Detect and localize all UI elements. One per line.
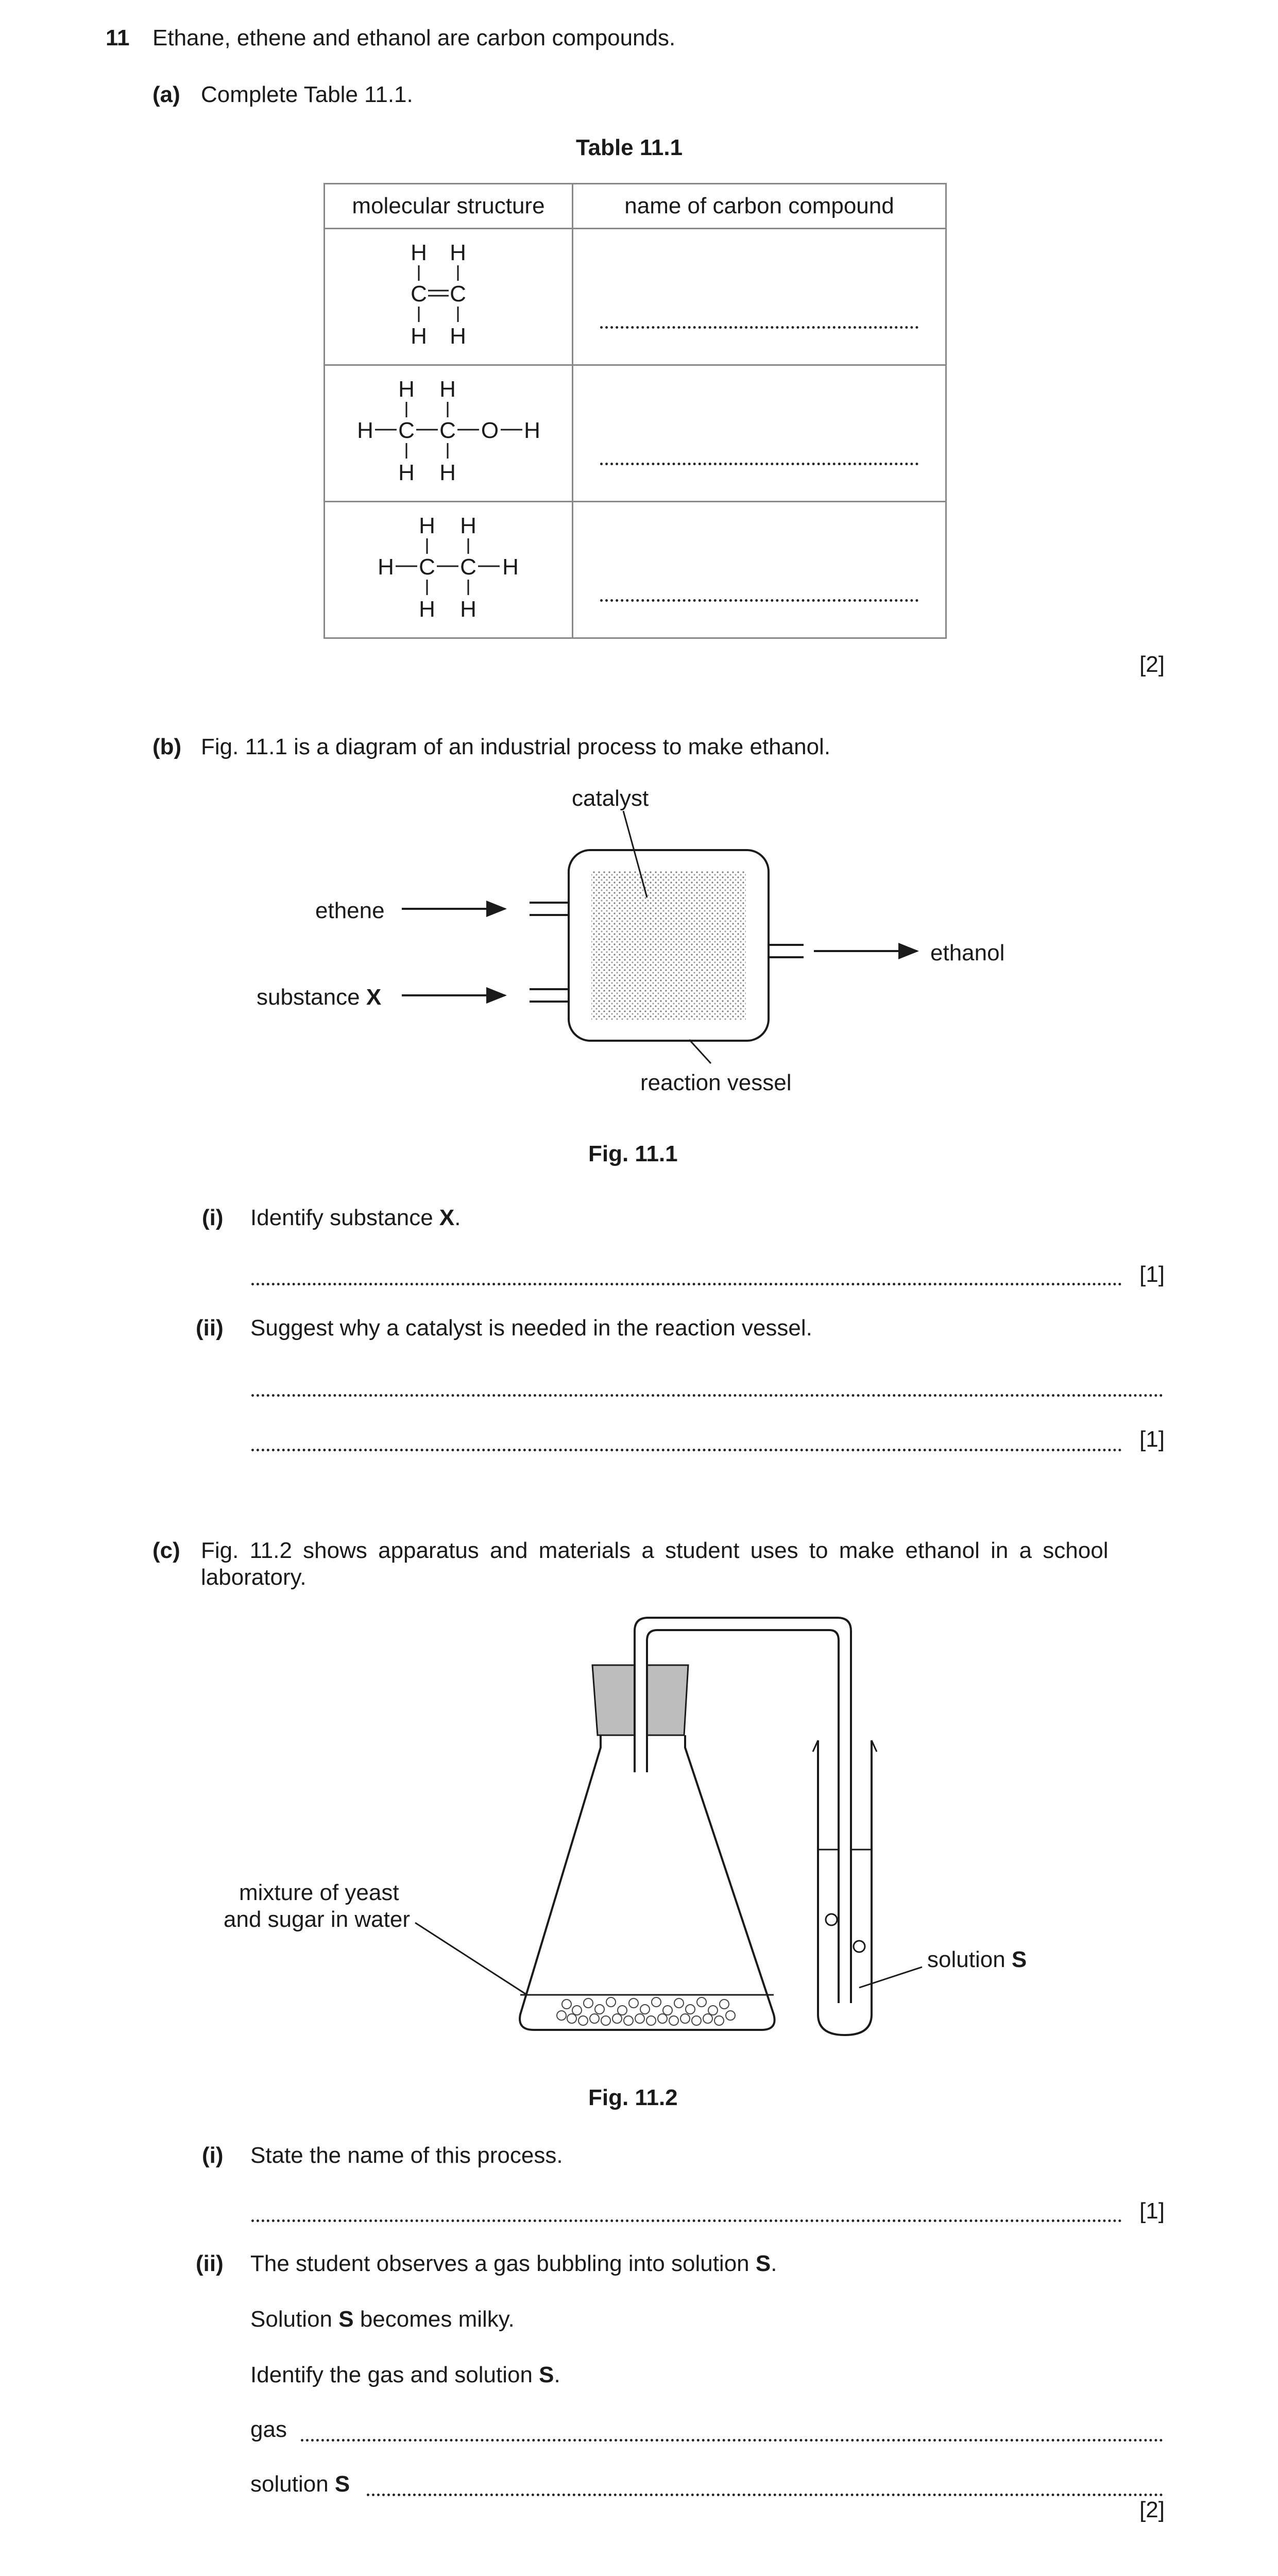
mixture-label-line2: and sugar in water xyxy=(224,1907,410,1932)
part-b-ii-text: Suggest why a catalyst is needed in the reaction vessel. xyxy=(250,1315,812,1341)
svg-text:H: H xyxy=(439,377,456,402)
part-c-intro-line2: laboratory. xyxy=(201,1565,306,1590)
table-title: Table 11.1 xyxy=(576,135,683,160)
q-bold: S xyxy=(338,2307,354,2332)
part-b-ii-marks: [1] xyxy=(1139,1427,1165,1452)
part-b-i-marks: [1] xyxy=(1139,1262,1165,1287)
q-text: Identify substance xyxy=(250,1205,439,1230)
svg-text:H: H xyxy=(460,597,476,622)
gas-label: gas xyxy=(250,2417,287,2442)
solution-text: solution xyxy=(927,1947,1012,1972)
svg-text:H: H xyxy=(411,324,427,349)
svg-text:C: C xyxy=(398,418,415,443)
svg-text:H: H xyxy=(460,513,476,538)
svg-text:H: H xyxy=(411,240,427,265)
ethanol-output-label: ethanol xyxy=(930,940,1005,965)
reaction-vessel-label: reaction vessel xyxy=(640,1070,792,1095)
part-c-ii-label: (ii) xyxy=(196,2251,224,2276)
fig-11-1-caption: Fig. 11.1 xyxy=(588,1141,678,1166)
part-a-marks: [2] xyxy=(1139,652,1165,677)
svg-text:H: H xyxy=(450,324,466,349)
part-c-ii-marks: [2] xyxy=(1139,2497,1165,2522)
svg-text:O: O xyxy=(481,418,499,443)
svg-text:H: H xyxy=(378,554,394,580)
q-suffix: becomes milky. xyxy=(353,2307,515,2332)
svg-text:H: H xyxy=(450,240,466,265)
svg-text:C: C xyxy=(439,418,456,443)
part-b-intro: Fig. 11.1 is a diagram of an industrial process to make ethanol. xyxy=(201,734,831,759)
ethene-label: ethene xyxy=(315,898,385,923)
solution-s-letter: S xyxy=(1011,1947,1027,1972)
mixture-label-line1: mixture of yeast xyxy=(239,1880,399,1905)
svg-text:H: H xyxy=(439,460,456,485)
q-text: solution xyxy=(250,2471,335,2497)
part-c-i-text: State the name of this process. xyxy=(250,2143,563,2168)
part-b-i-label: (i) xyxy=(202,1205,224,1230)
q-text: Identify the gas and solution xyxy=(250,2362,539,2387)
q-bold: S xyxy=(755,2251,771,2276)
svg-text:H: H xyxy=(502,554,519,580)
part-a-instruction: Complete Table 11.1. xyxy=(201,82,413,107)
part-b-ii-label: (ii) xyxy=(196,1315,224,1341)
part-c-i-label: (i) xyxy=(202,2143,224,2168)
svg-text:C: C xyxy=(411,281,427,307)
fig-11-2-caption: Fig. 11.2 xyxy=(588,2085,678,2110)
svg-text:H: H xyxy=(419,513,435,538)
substance-x-letter: X xyxy=(366,985,382,1010)
q-bold: S xyxy=(334,2471,350,2497)
q-text: The student observes a gas bubbling into solution xyxy=(250,2251,756,2276)
q-bold: S xyxy=(539,2362,554,2387)
part-c-intro-line1: Fig. 11.2 shows apparatus and materials a student uses to make ethanol in a school xyxy=(201,1538,1109,1563)
q-suffix: . xyxy=(454,1205,461,1230)
question-intro: Ethane, ethene and ethanol are carbon compounds. xyxy=(152,25,676,50)
q-text: Solution xyxy=(250,2307,339,2332)
catalyst-label: catalyst xyxy=(572,786,649,811)
part-a-label: (a) xyxy=(152,82,180,107)
header-compound-name: name of carbon compound xyxy=(573,184,946,229)
svg-text:H: H xyxy=(524,418,540,443)
part-c-label: (c) xyxy=(152,1538,180,1563)
svg-text:C: C xyxy=(450,281,466,307)
header-molecular-structure: molecular structure xyxy=(325,184,573,229)
q-bold: X xyxy=(439,1205,455,1230)
part-b-label: (b) xyxy=(152,734,182,759)
svg-text:C: C xyxy=(460,554,476,580)
svg-text:C: C xyxy=(419,554,435,580)
substance-label-text: substance xyxy=(257,985,366,1010)
svg-text:H: H xyxy=(357,418,373,443)
svg-text:H: H xyxy=(419,597,435,622)
svg-text:H: H xyxy=(398,377,415,402)
q-suffix: . xyxy=(771,2251,777,2276)
part-c-i-marks: [1] xyxy=(1139,2198,1165,2224)
q-suffix: . xyxy=(554,2362,560,2387)
svg-text:H: H xyxy=(398,460,415,485)
question-number: 11 xyxy=(106,25,130,50)
